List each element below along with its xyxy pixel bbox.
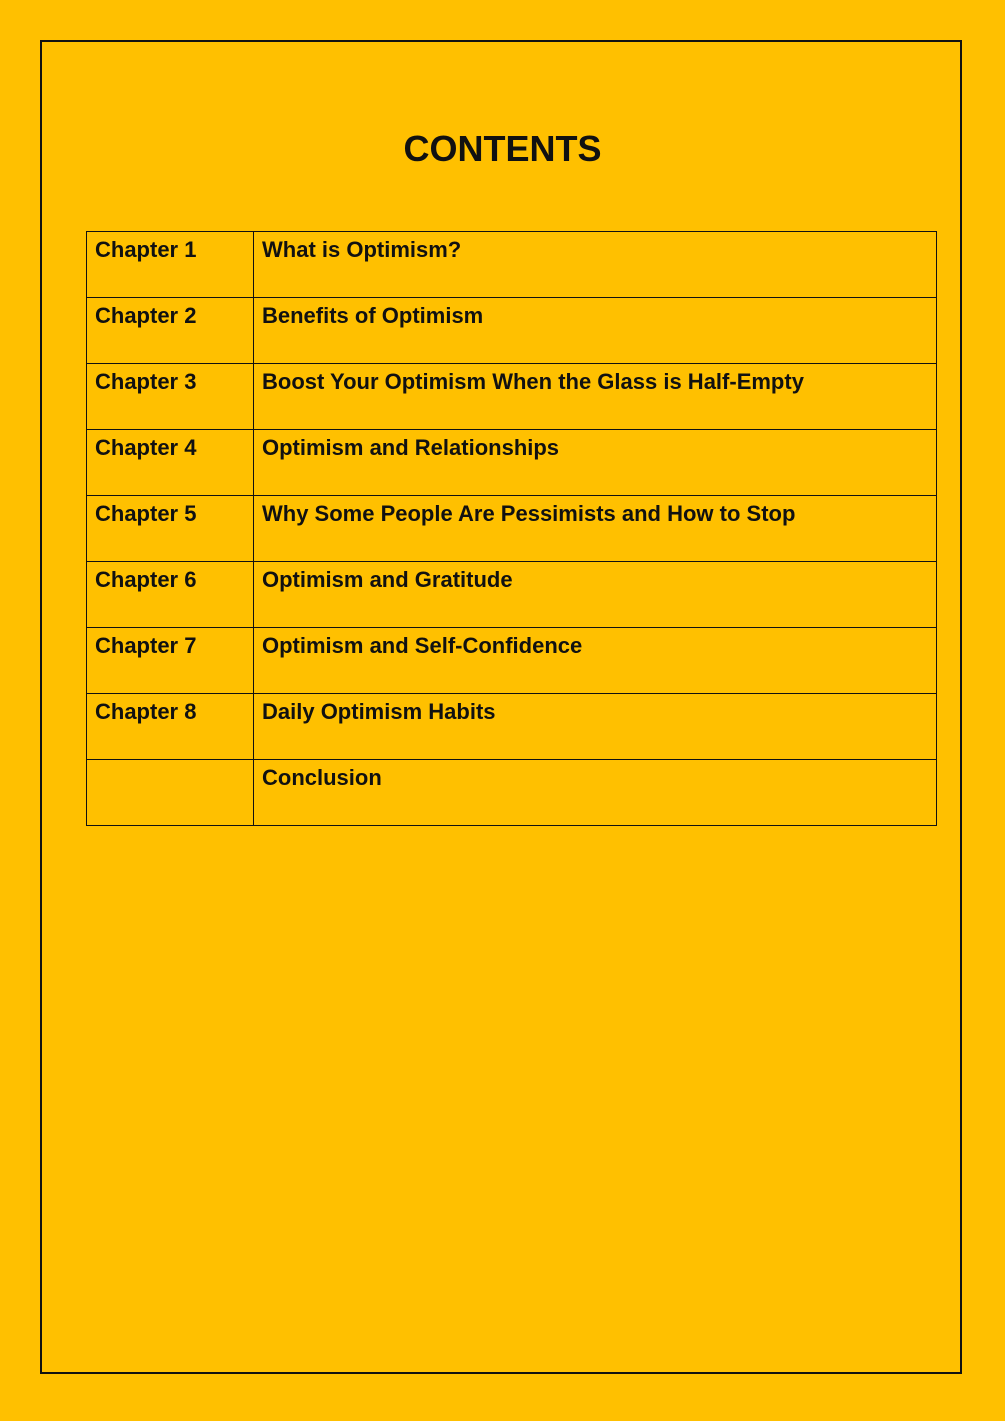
- chapter-number: [87, 760, 254, 826]
- chapter-title[interactable]: Optimism and Self-Confidence: [254, 628, 937, 694]
- table-row[interactable]: [87, 694, 937, 760]
- chapter-number: Chapter 7: [87, 628, 254, 694]
- page-title: CONTENTS: [403, 128, 602, 169]
- chapter-number: Chapter 6: [87, 562, 254, 628]
- chapter-title[interactable]: Optimism and Gratitude: [254, 562, 937, 628]
- table-row[interactable]: [87, 628, 937, 694]
- table-row[interactable]: [87, 496, 937, 562]
- chapter-number: Chapter 1: [87, 232, 254, 298]
- table-row[interactable]: [87, 562, 937, 628]
- table-row[interactable]: [87, 760, 937, 826]
- table-row[interactable]: [87, 298, 937, 364]
- chapter-number: Chapter 3: [87, 364, 254, 430]
- chapter-title[interactable]: Benefits of Optimism: [254, 298, 937, 364]
- chapter-title[interactable]: What is Optimism?: [254, 232, 937, 298]
- chapter-title[interactable]: Conclusion: [254, 760, 937, 826]
- chapter-number: Chapter 8: [87, 694, 254, 760]
- table-row[interactable]: [87, 430, 937, 496]
- chapter-title[interactable]: Why Some People Are Pessimists and How to Stop: [254, 496, 937, 562]
- chapter-number: Chapter 2: [87, 298, 254, 364]
- table-row[interactable]: [87, 232, 937, 298]
- table-of-contents: [86, 231, 937, 826]
- chapter-title[interactable]: Daily Optimism Habits: [254, 694, 937, 760]
- chapter-title[interactable]: Optimism and Relationships: [254, 430, 937, 496]
- table-row[interactable]: [87, 364, 937, 430]
- chapter-title[interactable]: Boost Your Optimism When the Glass is Half-Empty: [254, 364, 937, 430]
- chapter-number: Chapter 4: [87, 430, 254, 496]
- chapter-number: Chapter 5: [87, 496, 254, 562]
